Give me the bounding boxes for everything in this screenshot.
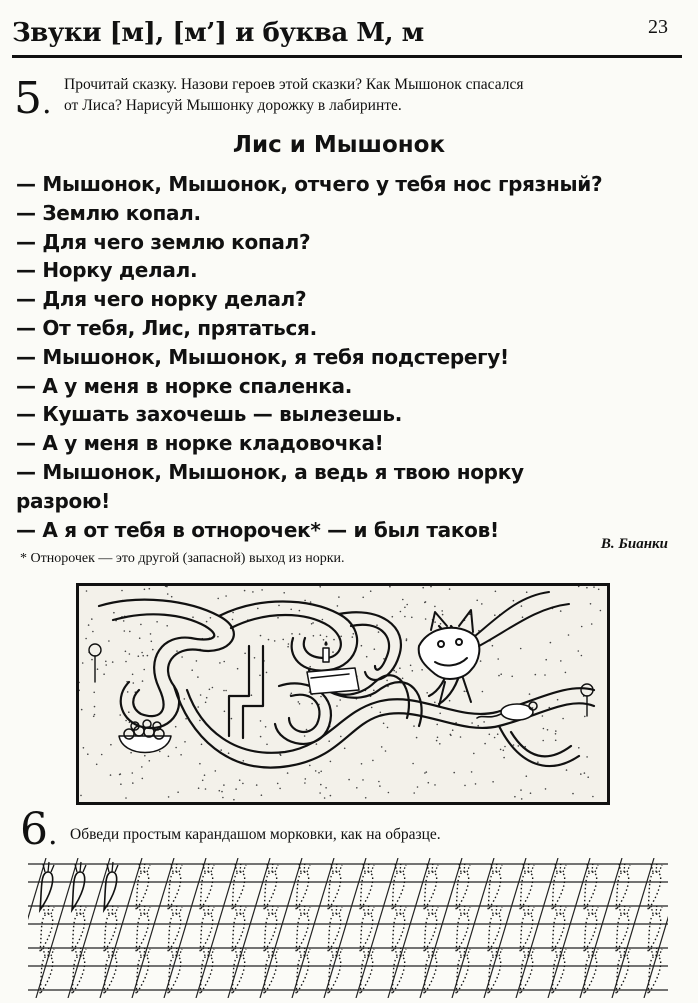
- carrot-tracing-lines: [28, 858, 668, 998]
- story-line: — А у меня в норке кладовочка!: [16, 431, 384, 456]
- footnote: * Отнорочек — это другой (запасной) выход из норки.: [20, 551, 345, 566]
- dotted-carrot-icon: [488, 946, 502, 994]
- task-5-number: [14, 73, 52, 126]
- slant-guide-line: [196, 858, 238, 998]
- task-6-digit: 6: [20, 804, 48, 855]
- page-title: Звуки [м], [м’] и буква М, м: [12, 18, 424, 48]
- task-6-instructions: Обведи простым карандашом морковки, как на образце.: [70, 826, 441, 843]
- dotted-carrot-icon: [296, 946, 310, 994]
- story-line: — Мышонок, Мышонок, а ведь я твою норку: [16, 459, 524, 484]
- story-line: — Землю копал.: [16, 200, 201, 225]
- bed-with-candle-icon: [307, 642, 359, 694]
- dotted-carrot-icon: [520, 946, 534, 994]
- page-number: 23: [648, 16, 668, 38]
- story-line: — Для чего норку делал?: [16, 287, 307, 312]
- dotted-carrot-icon: [392, 946, 406, 994]
- slant-guide-line: [292, 858, 334, 998]
- dotted-carrot-icon: [424, 946, 438, 994]
- page-header: [12, 12, 686, 52]
- carrot-tracing-area: [28, 858, 668, 998]
- dotted-carrot-icon: [40, 946, 54, 994]
- slant-guide-line: [420, 858, 462, 998]
- dotted-carrot-icon: [168, 946, 182, 994]
- dotted-carrot-icon: [136, 946, 150, 994]
- story-line: — А у меня в норке спаленка.: [16, 373, 353, 398]
- dotted-carrot-icon: [456, 946, 470, 994]
- slant-guide-line: [612, 858, 654, 998]
- slant-guide-line: [132, 858, 174, 998]
- slant-guide-line: [228, 858, 270, 998]
- story-line: — Норку делал.: [16, 258, 198, 283]
- header-divider: [12, 55, 682, 58]
- slant-guide-line: [580, 858, 622, 998]
- slant-guide-line: [356, 858, 398, 998]
- slant-guide-line: [548, 858, 590, 998]
- task-5-line-1: Прочитай сказку. Назови героев этой сказки? Как Мышонок спасался: [64, 76, 524, 93]
- ground-texture: [79, 586, 601, 801]
- task-5-line-2: от Лиса? Нарисуй Мышонку дорожку в лабиринте.: [64, 97, 402, 114]
- dotted-carrot-icon: [648, 946, 662, 994]
- dotted-carrot-icon: [200, 946, 214, 994]
- slant-guide-line: [28, 858, 46, 998]
- story-line: — Мышонок, Мышонок, отчего у тебя нос грязный?: [16, 172, 603, 196]
- dotted-carrot-icon: [104, 946, 118, 994]
- task-5-instructions: [64, 74, 524, 116]
- task-5-dot: .: [42, 86, 52, 121]
- labyrinth-illustration: [79, 586, 607, 802]
- labyrinth-picture: [76, 583, 610, 805]
- slant-guide-line: [260, 858, 302, 998]
- story-line: — Мышонок, Мышонок, я тебя подстерегу!: [16, 344, 509, 369]
- task-6-dot: .: [48, 817, 58, 852]
- mouse-icon: [477, 702, 537, 720]
- slant-guide-line: [484, 858, 526, 998]
- task-6-number: [20, 804, 58, 857]
- story-line: — От тебя, Лис, прятаться.: [16, 315, 317, 340]
- slant-guide-line: [164, 858, 206, 998]
- dotted-carrot-icon: [328, 946, 342, 994]
- story-line: — А я от тебя в отнорочек* — и был таков!: [16, 517, 499, 542]
- dotted-carrot-icon: [584, 946, 598, 994]
- slant-guide-line: [324, 858, 366, 998]
- story-title: Лис и Мышонок: [232, 132, 446, 158]
- slant-guide-line: [516, 858, 558, 998]
- story-line: — Кушать захочешь — вылезешь.: [16, 402, 403, 427]
- dotted-carrot-icon: [232, 946, 246, 994]
- story-line: — Для чего землю копал?: [16, 229, 311, 254]
- slant-guide-line: [388, 858, 430, 998]
- fox-icon: [419, 592, 569, 706]
- slant-guide-line: [452, 858, 494, 998]
- task-5-digit: 5: [14, 73, 42, 124]
- dotted-carrot-icon: [72, 946, 86, 994]
- dotted-carrot-icon: [360, 946, 374, 994]
- story-author: В. Бианки: [600, 536, 668, 552]
- dotted-carrot-icon: [552, 946, 566, 994]
- story-line: разрою!: [16, 488, 110, 513]
- dotted-carrot-icon: [616, 946, 630, 994]
- dotted-carrot-icon: [264, 946, 278, 994]
- story-text: [16, 170, 676, 544]
